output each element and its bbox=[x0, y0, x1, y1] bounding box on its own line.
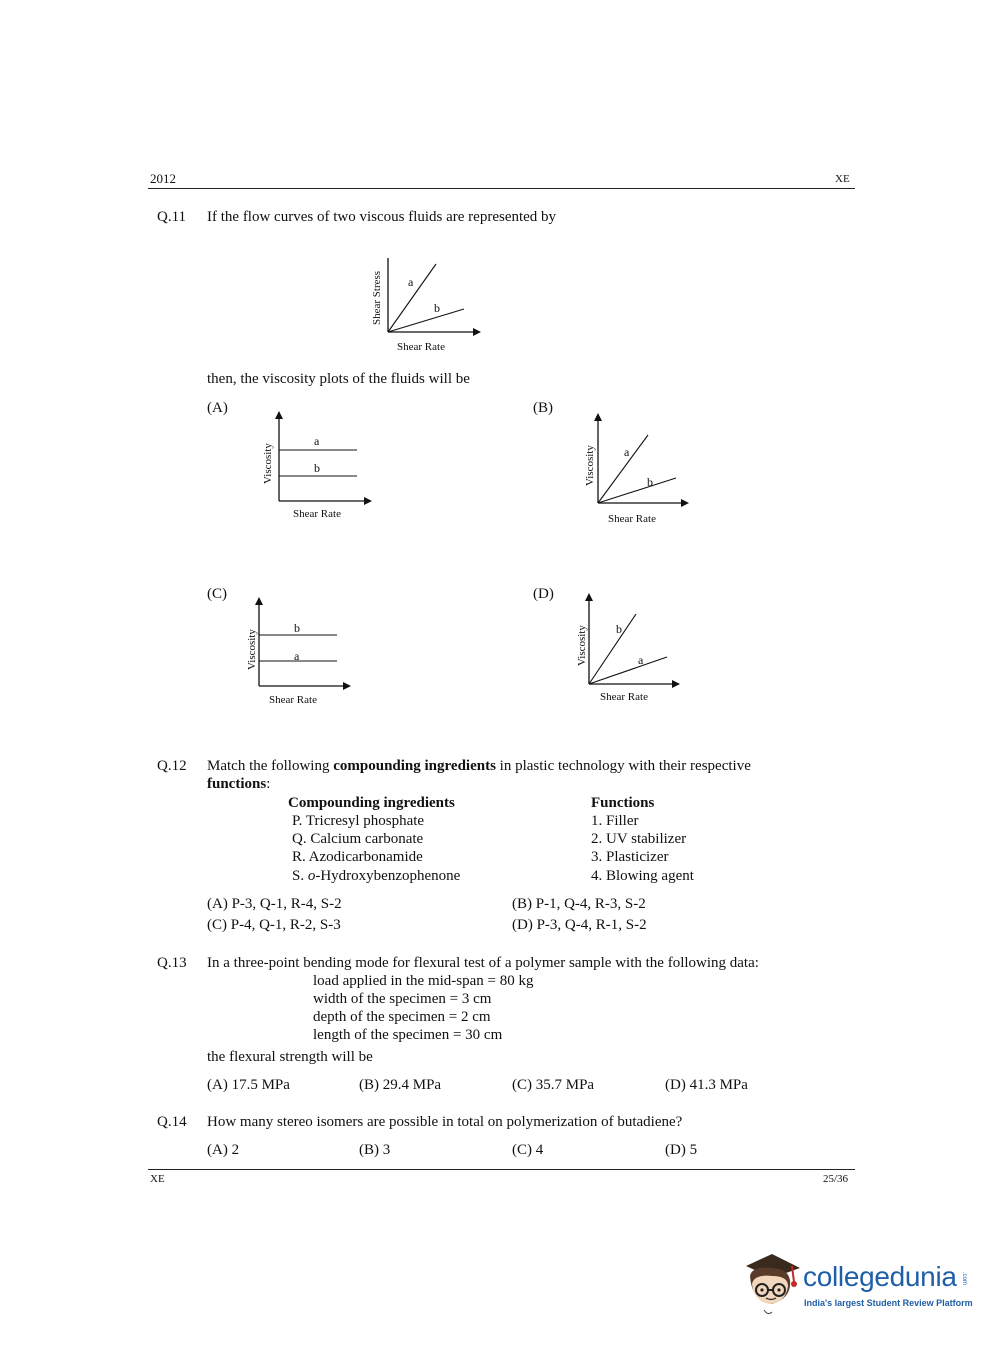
header-rule bbox=[148, 188, 855, 189]
q14-option-a: (A) 2 bbox=[207, 1142, 240, 1158]
label-bottom: b bbox=[314, 461, 320, 475]
q12-col1-last-post: -Hydroxybenzophenone bbox=[315, 868, 461, 884]
q13-data-item: width of the specimen = 3 cm bbox=[313, 991, 492, 1007]
header-year: 2012 bbox=[150, 171, 176, 186]
q13-option-c: (C) 35.7 MPa bbox=[512, 1077, 595, 1093]
collegedunia-wordmark: collegedunia bbox=[803, 1261, 957, 1292]
collegedunia-mascot-icon bbox=[742, 1246, 802, 1318]
y-axis-arrow bbox=[255, 597, 263, 605]
q12-text-bold: compounding ingredients bbox=[333, 758, 496, 774]
q13-option-d: (D) 41.3 MPa bbox=[665, 1077, 748, 1093]
q14-text: How many stereo isomers are possible in total on polymerization of butadiene? bbox=[207, 1114, 683, 1130]
q11-option-a-label: (A) bbox=[207, 400, 228, 416]
q13-option-a: (A) 17.5 MPa bbox=[207, 1077, 290, 1093]
x-axis-arrow bbox=[672, 680, 680, 688]
label-top: b bbox=[294, 621, 300, 635]
line-shallow bbox=[598, 478, 676, 503]
q11-option-a-plot bbox=[258, 408, 388, 523]
q12-text-line2 bbox=[207, 775, 270, 793]
q12-col1-head: Compounding ingredients bbox=[288, 795, 455, 811]
xlabel: Shear Rate bbox=[608, 513, 656, 525]
x-axis-arrow bbox=[473, 328, 481, 336]
q12-col1-item bbox=[292, 867, 460, 885]
label-top: a bbox=[314, 434, 320, 448]
q12-col1-item: R. Azodicarbonamide bbox=[292, 849, 423, 865]
header-code: XE bbox=[835, 173, 850, 185]
collegedunia-tagline: India's largest Student Review Platform bbox=[804, 1298, 973, 1308]
q12-text bbox=[207, 757, 751, 775]
q12-option-c: (C) P-4, Q-1, R-2, S-3 bbox=[207, 917, 341, 933]
q12-text-functions: functions bbox=[207, 776, 267, 792]
q13-option-b: (B) 29.4 MPa bbox=[359, 1077, 442, 1093]
label-b: b bbox=[434, 301, 440, 315]
q13-number: Q.13 bbox=[157, 955, 187, 971]
q12-option-d: (D) P-3, Q-4, R-1, S-2 bbox=[512, 917, 647, 933]
y-axis-arrow bbox=[594, 413, 602, 421]
q11-number: Q.11 bbox=[157, 209, 187, 225]
q14-option-b: (B) 3 bbox=[359, 1142, 391, 1158]
q12-col2-item: 2. UV stabilizer bbox=[591, 831, 687, 847]
q12-col2-item: 1. Filler bbox=[591, 813, 639, 829]
ylabel: Viscosity bbox=[584, 445, 596, 486]
footer-code: XE bbox=[150, 1173, 165, 1185]
line-steep bbox=[598, 435, 648, 503]
q14-option-c: (C) 4 bbox=[512, 1142, 544, 1158]
q12-text-colon: : bbox=[266, 776, 271, 792]
ylabel: Viscosity bbox=[246, 629, 258, 670]
flow-curve-b bbox=[388, 309, 464, 332]
q11-option-c-label: (C) bbox=[207, 586, 227, 602]
q12-number: Q.12 bbox=[157, 758, 187, 774]
q11-option-d-label: (D) bbox=[533, 586, 554, 602]
ylabel: Viscosity bbox=[576, 625, 588, 666]
ylabel: Viscosity bbox=[262, 443, 274, 484]
label-a: a bbox=[408, 275, 414, 289]
footer-page: 25/36 bbox=[823, 1173, 849, 1185]
label-steep: b bbox=[616, 622, 622, 636]
y-axis-arrow bbox=[275, 411, 283, 419]
q12-text-post: in plastic technology with their respective bbox=[495, 758, 751, 774]
label-bottom: a bbox=[294, 649, 300, 663]
q13-data-item: depth of the specimen = 2 cm bbox=[313, 1009, 491, 1025]
q12-option-b: (B) P-1, Q-4, R-3, S-2 bbox=[512, 896, 646, 912]
q13-data-item: load applied in the mid-span = 80 kg bbox=[313, 973, 534, 989]
label-shallow: b bbox=[647, 475, 653, 489]
q13-text: In a three-point bending mode for flexural test of a polymer sample with the following data: bbox=[207, 955, 759, 971]
q11-option-d-plot bbox=[572, 590, 697, 710]
line-shallow bbox=[589, 657, 667, 684]
q12-option-a: (A) P-3, Q-1, R-4, S-2 bbox=[207, 896, 342, 912]
x-axis-arrow bbox=[681, 499, 689, 507]
footer-rule bbox=[148, 1169, 855, 1170]
q12-text-pre: Match the following bbox=[207, 758, 334, 774]
q13-followup: the flexural strength will be bbox=[207, 1049, 373, 1065]
x-axis-arrow bbox=[343, 682, 351, 690]
xlabel: Shear Rate bbox=[397, 341, 445, 353]
q11-main-plot bbox=[360, 255, 500, 355]
collegedunia-tld: .com bbox=[961, 1272, 967, 1286]
q12-col2-head: Functions bbox=[591, 795, 655, 811]
q11-option-c-plot bbox=[240, 594, 370, 709]
xlabel: Shear Rate bbox=[269, 694, 317, 706]
y-axis-arrow bbox=[585, 593, 593, 601]
q12-col2-item: 3. Plasticizer bbox=[591, 849, 669, 865]
ylabel: Shear Stress bbox=[371, 270, 383, 325]
q11-option-b-plot bbox=[580, 410, 705, 530]
label-shallow: a bbox=[638, 653, 644, 667]
x-axis-arrow bbox=[364, 497, 372, 505]
q12-col2-item: 4. Blowing agent bbox=[591, 868, 694, 884]
q14-number: Q.14 bbox=[157, 1114, 187, 1130]
q12-col1-last-pre: S. bbox=[292, 868, 308, 884]
q12-col1-item: P. Tricresyl phosphate bbox=[292, 813, 425, 829]
q13-data-item: length of the specimen = 30 cm bbox=[313, 1027, 503, 1043]
q11-followup: then, the viscosity plots of the fluids will be bbox=[207, 371, 470, 387]
q11-text: If the flow curves of two viscous fluids are represented by bbox=[207, 209, 557, 225]
xlabel: Shear Rate bbox=[600, 691, 648, 703]
label-steep: a bbox=[624, 445, 630, 459]
q12-col1-item: Q. Calcium carbonate bbox=[292, 831, 424, 847]
line-steep bbox=[589, 614, 636, 684]
q14-option-d: (D) 5 bbox=[665, 1142, 698, 1158]
q12-col1-last-ital: o bbox=[307, 868, 316, 884]
xlabel: Shear Rate bbox=[293, 508, 341, 520]
q11-option-b-label: (B) bbox=[533, 400, 553, 416]
